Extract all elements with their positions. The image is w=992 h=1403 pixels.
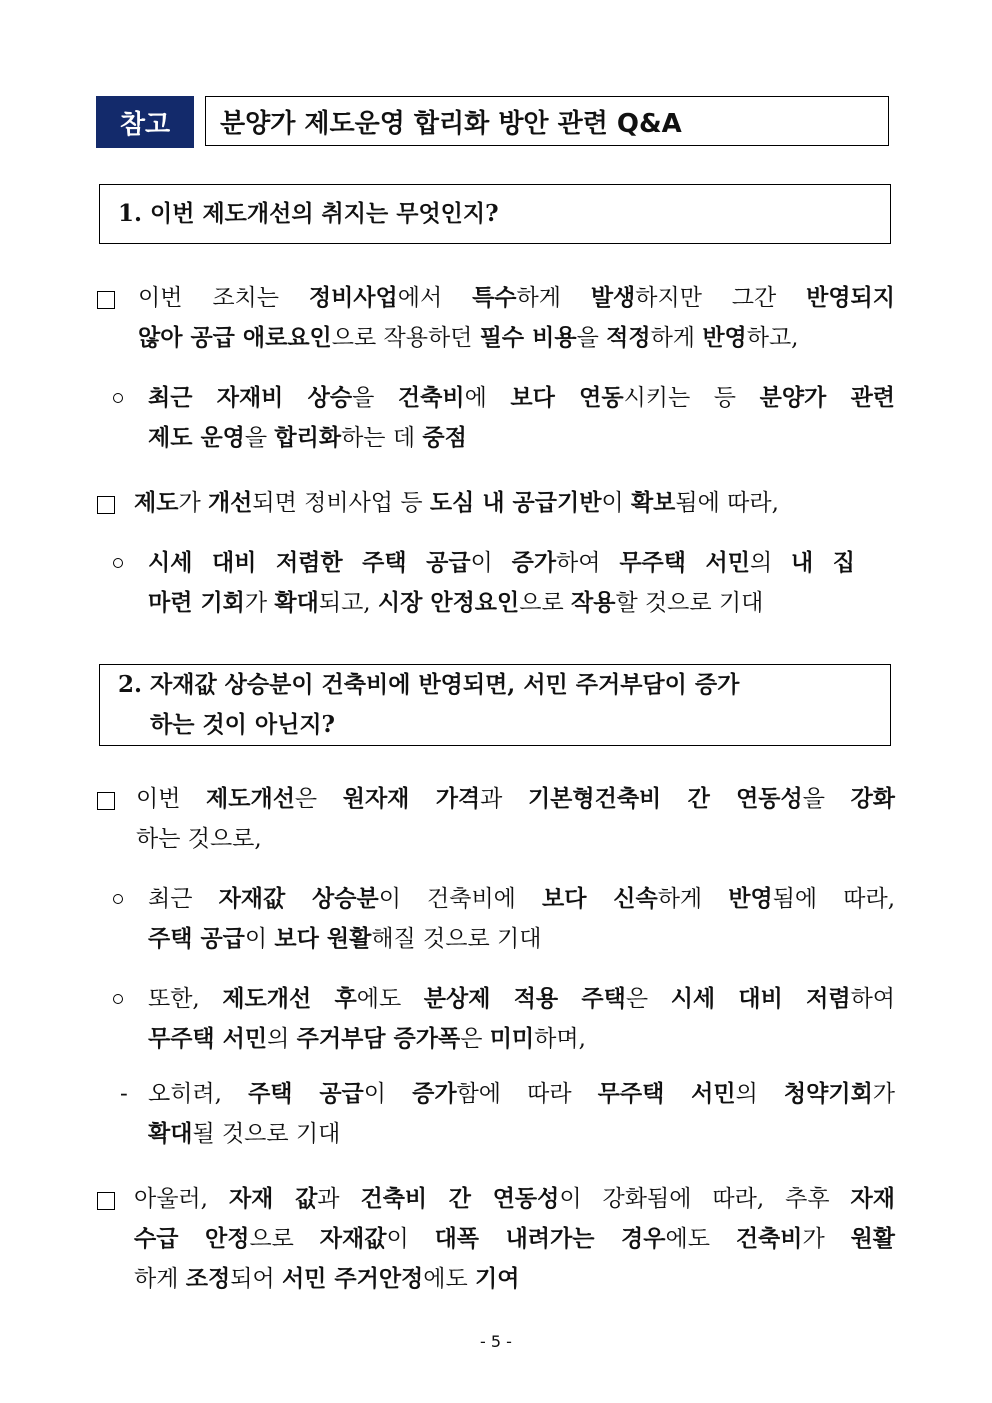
- paragraph: 이번 제도개선은 원자재 가격과 기본형건축비 간 연동성을 강화: [136, 785, 896, 812]
- paragraph: 수급 안정으로 자재값이 대폭 내려가는 경우에도 건축비가 원활: [134, 1225, 896, 1252]
- circle-bullet-icon: [113, 558, 123, 568]
- question-2-title-line1: 2. 자재값 상승분이 건축비에 반영되면, 서민 주거부담이 증가: [118, 671, 740, 698]
- paragraph: 제도가 개선되면 정비사업 등 도심 내 공급기반이 확보됨에 따라,: [134, 489, 779, 516]
- paragraph: 하는 것으로,: [136, 826, 262, 852]
- square-bullet-icon: [97, 496, 115, 514]
- circle-bullet-icon: [113, 894, 123, 904]
- question-1-box: [99, 184, 891, 244]
- square-bullet-icon: [97, 1192, 115, 1210]
- question-2-box: [99, 664, 891, 746]
- paragraph: 또한, 제도개선 후에도 분상제 적용 주택은 시세 대비 저렴하여: [148, 985, 896, 1012]
- circle-bullet-icon: [113, 994, 123, 1004]
- paragraph: 이번 조치는 정비사업에서 특수하게 발생하지만 그간 반영되지: [138, 284, 895, 311]
- paragraph: 않아 공급 애로요인으로 작용하던 필수 비용을 적정하게 반영하고,: [138, 324, 799, 351]
- reference-tag: 참고: [96, 96, 194, 148]
- paragraph: 무주택 서민의 주거부담 증가폭은 미미하며,: [148, 1025, 586, 1052]
- paragraph: 확대될 것으로 기대: [148, 1120, 341, 1147]
- circle-bullet-icon: [113, 393, 123, 403]
- paragraph: 최근 자재값 상승분이 건축비에 보다 신속하게 반영됨에 따라,: [148, 885, 896, 912]
- paragraph: 아울러, 자재 값과 건축비 간 연동성이 강화됨에 따라, 추후 자재: [134, 1185, 895, 1212]
- paragraph: 최근 자재비 상승을 건축비에 보다 연동시키는 등 분양가 관련: [148, 384, 896, 411]
- paragraph: 하게 조정되어 서민 주거안정에도 기여: [134, 1265, 520, 1292]
- question-1-title: 1. 이번 제도개선의 취지는 무엇인지?: [118, 200, 499, 227]
- square-bullet-icon: [97, 792, 115, 810]
- paragraph: 주택 공급이 보다 원활해질 것으로 기대: [148, 925, 542, 952]
- paragraph: 제도 운영을 합리화하는 데 중점: [148, 424, 467, 451]
- square-bullet-icon: [97, 291, 115, 309]
- page-title: 분양가 제도운영 합리화 방안 관련 Q&A: [205, 96, 889, 146]
- paragraph: 시세 대비 저렴한 주택 공급이 증가하여 무주택 서민의 내 집: [148, 549, 856, 576]
- paragraph: 오히려, 주택 공급이 증가함에 따라 무주택 서민의 청약기회가: [148, 1080, 896, 1107]
- question-2-title-line2: 하는 것이 아닌지?: [150, 711, 336, 738]
- page-number: - 5 -: [480, 1332, 512, 1351]
- dash-bullet: -: [120, 1081, 128, 1107]
- paragraph: 마련 기회가 확대되고, 시장 안정요인으로 작용할 것으로 기대: [148, 589, 764, 616]
